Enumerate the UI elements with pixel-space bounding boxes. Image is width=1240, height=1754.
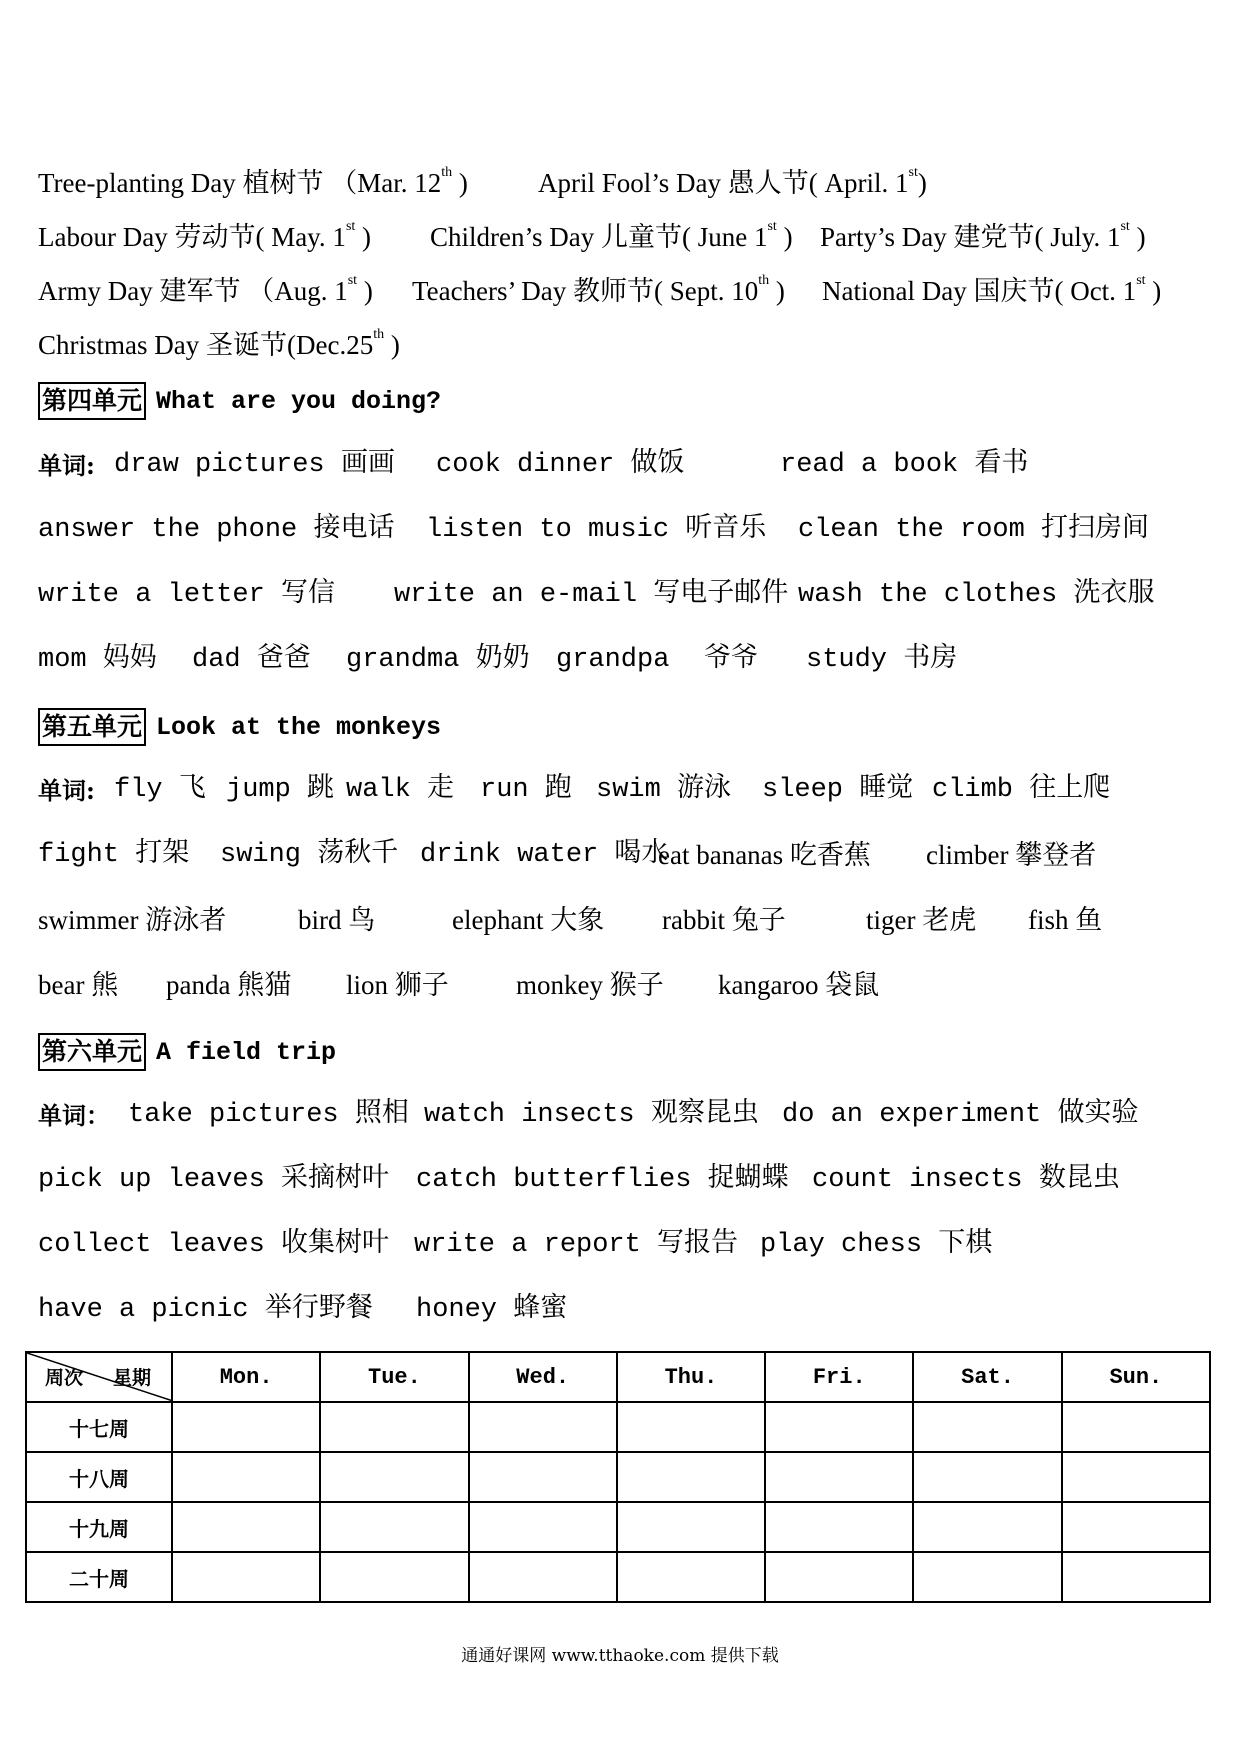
list-item: bird 鸟 (298, 905, 376, 935)
list-item: catch butterflies 捉蝴蝶 (416, 1165, 789, 1195)
holiday-army: Army Day 建军节 （Aug. 1st ) (38, 273, 373, 306)
schedule-cell (320, 1502, 468, 1552)
list-item: study 书房 (806, 645, 958, 675)
schedule-cell (617, 1402, 765, 1452)
list-item: cook dinner 做饭 (436, 450, 685, 480)
holiday-tree-planting: Tree-planting Day 植树节 （Mar. 12th ) (38, 165, 468, 198)
list-item: draw pictures 画画 (114, 450, 395, 480)
list-item: write a letter 写信 (38, 580, 336, 610)
schedule-cell (913, 1552, 1061, 1602)
list-item: climb 往上爬 (932, 775, 1111, 805)
schedule-cell (1062, 1402, 1210, 1452)
corner-label-day: 星期 (113, 1367, 152, 1389)
list-item: honey 蜂蜜 (416, 1295, 568, 1325)
list-item: mom 妈妈 (38, 645, 157, 675)
unit4-label: 第四单元 (38, 382, 146, 420)
schedule-cell (320, 1552, 468, 1602)
list-item: jump 跳 (226, 775, 335, 805)
schedule-table (25, 1351, 1211, 1603)
schedule-cell (765, 1402, 913, 1452)
schedule-cell (1062, 1552, 1210, 1602)
day-header: Mon. (172, 1352, 320, 1402)
list-item: swing 荡秋千 (220, 840, 399, 870)
schedule-cell (172, 1452, 320, 1502)
list-item: drink water 喝水 (420, 840, 669, 870)
unit6-words-label: 单词： (38, 1101, 110, 1130)
list-item: sleep 睡觉 (762, 775, 914, 805)
unit4-words-label: 单词: (38, 451, 95, 480)
holiday-national: National Day 国庆节( Oct. 1st ) (822, 273, 1162, 306)
list-item: swim 游泳 (596, 775, 732, 805)
week-label: 十八周 (26, 1452, 172, 1502)
week-label: 十九周 (26, 1502, 172, 1552)
day-header: Wed. (469, 1352, 617, 1402)
holiday-party: Party’s Day 建党节( July. 1st ) (820, 219, 1146, 252)
list-item: kangaroo 袋鼠 (718, 970, 880, 1000)
list-item: walk 走 (346, 775, 455, 805)
schedule-cell (469, 1402, 617, 1452)
day-header: Sat. (913, 1352, 1061, 1402)
unit6-label: 第六单元 (38, 1033, 146, 1071)
table-row (26, 1502, 1210, 1552)
list-item: tiger 老虎 (866, 905, 977, 935)
list-item: grandma 奶奶 (346, 645, 530, 675)
list-item: watch insects 观察昆虫 (424, 1100, 759, 1130)
schedule-cell (765, 1552, 913, 1602)
schedule-cell (320, 1452, 468, 1502)
list-item: eat bananas 吃香蕉 (658, 840, 871, 870)
schedule-cell (1062, 1452, 1210, 1502)
unit5-words-label: 单词: (38, 776, 95, 805)
day-header: Sun. (1062, 1352, 1210, 1402)
holiday-labour: Labour Day 劳动节( May. 1st ) (38, 219, 372, 252)
week-label: 二十周 (26, 1552, 172, 1602)
schedule-header-row (26, 1352, 1210, 1402)
list-item: clean the room 打扫房间 (798, 515, 1150, 545)
list-item: fight 打架 (38, 840, 190, 870)
list-item: monkey 猴子 (516, 970, 664, 1000)
list-item: read a book 看书 (780, 450, 1029, 480)
table-row (26, 1452, 1210, 1502)
list-item: pick up leaves 采摘树叶 (38, 1165, 390, 1195)
schedule-cell (913, 1502, 1061, 1552)
table-row (26, 1402, 1210, 1452)
list-item: fly 飞 (114, 775, 206, 805)
day-header: Thu. (617, 1352, 765, 1402)
list-item: 爷爷 (704, 645, 758, 675)
list-item: take pictures 照相 (128, 1100, 409, 1130)
schedule-cell (617, 1452, 765, 1502)
page-footer: 通通好课网 www.tthaoke.com 提供下载 (461, 1646, 779, 1666)
list-item: listen to music 听音乐 (426, 515, 767, 545)
schedule-cell (469, 1452, 617, 1502)
unit4-heading (38, 382, 441, 420)
list-item: grandpa (556, 645, 670, 675)
list-item: lion 狮子 (346, 970, 449, 1000)
schedule-cell (172, 1402, 320, 1452)
schedule-cell (320, 1402, 468, 1452)
schedule-cell (765, 1452, 913, 1502)
schedule-cell (617, 1502, 765, 1552)
day-header: Fri. (765, 1352, 913, 1402)
unit5-label: 第五单元 (38, 708, 146, 746)
list-item: swimmer 游泳者 (38, 905, 227, 935)
day-header: Tue. (320, 1352, 468, 1402)
list-item: write a report 写报告 (414, 1230, 739, 1260)
corner-label-week: 周次 (45, 1367, 84, 1389)
holiday-teachers: Teachers’ Day 教师节( Sept. 10th ) (412, 273, 785, 306)
list-item: answer the phone 接电话 (38, 515, 395, 545)
list-item: panda 熊猫 (166, 970, 292, 1000)
unit6-title: A field trip (156, 1037, 337, 1067)
schedule-cell (469, 1552, 617, 1602)
schedule-cell (913, 1452, 1061, 1502)
list-item: bear 熊 (38, 970, 119, 1000)
schedule-cell (172, 1502, 320, 1552)
list-item: rabbit 兔子 (662, 905, 786, 935)
schedule-cell (765, 1502, 913, 1552)
list-item: climber 攀登者 (926, 840, 1097, 870)
list-item: have a picnic 举行野餐 (38, 1295, 373, 1325)
holiday-april-fools: April Fool’s Day 愚人节( April. 1st) (538, 165, 927, 198)
holiday-childrens: Children’s Day 儿童节( June 1st ) (430, 219, 793, 252)
unit5-title: Look at the monkeys (156, 712, 442, 742)
schedule-cell (617, 1552, 765, 1602)
list-item: dad 爸爸 (192, 645, 311, 675)
holiday-christmas: Christmas Day 圣诞节(Dec.25th ) (38, 327, 400, 360)
unit4-title: What are you doing? (156, 386, 442, 416)
list-item: do an experiment 做实验 (782, 1100, 1139, 1130)
list-item: collect leaves 收集树叶 (38, 1230, 390, 1260)
table-row (26, 1552, 1210, 1602)
list-item: fish 鱼 (1028, 905, 1103, 935)
list-item: elephant 大象 (452, 905, 605, 935)
schedule-corner-cell (26, 1352, 172, 1402)
schedule-cell (469, 1502, 617, 1552)
list-item: write an e-mail 写电子邮件 (394, 580, 789, 610)
schedule-cell (1062, 1502, 1210, 1552)
unit6-heading (38, 1033, 336, 1071)
schedule-cell (913, 1402, 1061, 1452)
list-item: run 跑 (480, 775, 572, 805)
list-item: play chess 下棋 (760, 1230, 993, 1260)
schedule-cell (172, 1552, 320, 1602)
list-item: count insects 数昆虫 (812, 1165, 1120, 1195)
week-label: 十七周 (26, 1402, 172, 1452)
list-item: wash the clothes 洗衣服 (798, 580, 1155, 610)
unit5-heading (38, 708, 441, 746)
